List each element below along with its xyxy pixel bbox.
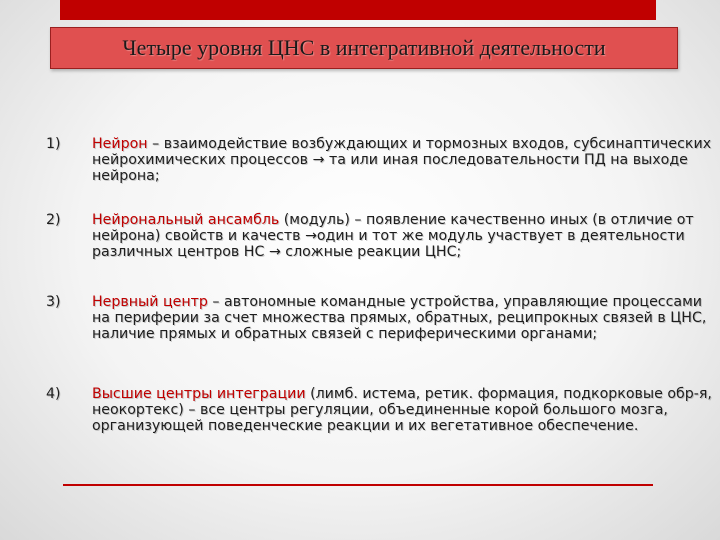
list-item [46,136,716,184]
item-description: – автономные командные устройства, управляющие процессами на периферии за счет множества прямых, обратных, реципрокных связей в ЦНС, наличие прямых и обратных связей с периферическими органами; [92,294,707,342]
bottom-divider [63,484,653,486]
item-text [92,294,716,342]
item-text [92,386,716,434]
item-description: (модуль) – появление качественно иных (в отличие от нейрона) свойств и качеств →один и тот же модуль участвует в деятельности различных центров НС → сложные реакции ЦНС; [92,212,694,260]
item-term: Нервный центр [92,294,208,310]
top-accent-bar [60,0,656,20]
item-number: 3) [46,294,61,310]
page-title: Четыре уровня ЦНС в интегративной деятельности [122,35,606,60]
item-number: 4) [46,386,61,402]
item-number: 1) [46,136,61,152]
item-term: Высшие центры интеграции [92,386,306,402]
item-text [92,136,716,184]
list-item [46,294,716,342]
list-item [46,386,716,434]
item-term: Нейрон [92,136,148,152]
item-term: Нейрональный ансамбль [92,212,280,228]
item-description: – взаимодействие возбуждающих и тормозных входов, субсинаптических нейрохимических процессов → та или иная последовательности ПД на выходе нейрона; [92,136,712,184]
item-text [92,212,716,260]
item-number: 2) [46,212,61,228]
list-item [46,212,716,260]
item-description: (лимб. истема, ретик. формация, подкорковые обр-я, неокортекс) – все центры регуляции, объединенные корой большого мозга, организующей поведенческие реакции и их вегетативное обеспечение. [92,386,712,434]
title-box [50,27,678,69]
